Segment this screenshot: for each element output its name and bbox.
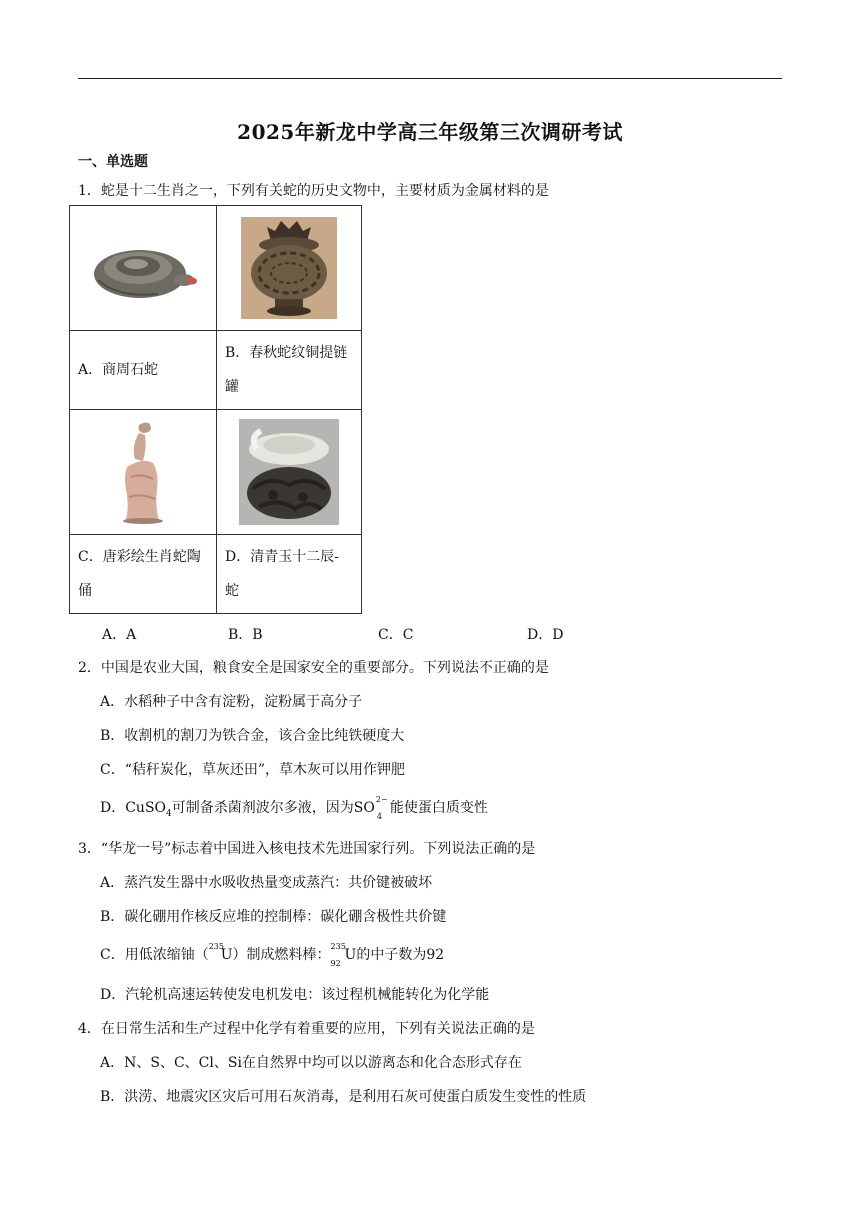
- option-c-middle: ）制成燃料棒：: [232, 947, 331, 963]
- choice-b[interactable]: B．B: [228, 627, 263, 643]
- image-cell-b: [217, 206, 362, 331]
- choice-c[interactable]: C．C: [378, 627, 414, 643]
- bronze-jar-image: [241, 217, 337, 319]
- uranium-symbol-2: U: [344, 947, 357, 963]
- caption-b-line2: 罐: [225, 379, 239, 395]
- option-d-prefix: D．CuSO: [100, 800, 167, 816]
- option-d-middle: 可制备杀菌剂波尔多液，因为SO: [171, 800, 375, 816]
- caption-b-line1: B．春秋蛇纹铜提链: [225, 345, 348, 361]
- sulfate-oxygen-count: 4: [376, 812, 382, 821]
- question-1-image-table: [69, 205, 362, 614]
- caption-c-line2: 俑: [78, 583, 92, 599]
- uranium-isotope-2: [330, 942, 346, 968]
- question-3-stem: 3．“华龙一号”标志着中国进入核电技术先进国家行列。下列说法正确的是: [78, 841, 536, 857]
- caption-cell-d: [217, 535, 362, 614]
- caption-cell-b: [217, 331, 362, 410]
- sulfate-ion-notation: [375, 795, 390, 821]
- cuso4-subscript: 4: [166, 808, 172, 819]
- question-2-stem: 2．中国是农业大国，粮食安全是国家安全的重要部分。下列说法不正确的是: [78, 660, 549, 676]
- mass-number-1: 235: [208, 942, 224, 951]
- header-rule: [78, 78, 782, 79]
- question-2-option-a[interactable]: A．水稻种子中含有淀粉，淀粉属于高分子: [100, 694, 363, 710]
- question-4-option-a[interactable]: A．N、S、C、Cl、Si在自然界中均可以以游离态和化合态形式存在: [100, 1055, 522, 1071]
- mass-number-2: 235: [330, 942, 346, 951]
- image-cell-d: [217, 410, 362, 535]
- question-3-option-d[interactable]: D．汽轮机高速运转使发电机发电：该过程机械能转化为化学能: [100, 987, 490, 1003]
- section-heading: 一、单选题: [78, 154, 148, 170]
- question-2-option-d[interactable]: [100, 797, 488, 819]
- choice-d[interactable]: D．D: [527, 627, 564, 643]
- page-title: 2025年新龙中学高三年级第三次调研考试: [237, 120, 623, 144]
- caption-cell-a: [70, 331, 217, 410]
- jade-snake-image: [239, 419, 339, 525]
- atomic-number: 92: [330, 959, 341, 968]
- image-cell-c: [70, 410, 217, 535]
- image-cell-a: [70, 206, 217, 331]
- caption-d-line2: 蛇: [225, 583, 239, 599]
- uranium-symbol-1: U: [220, 947, 233, 963]
- question-3-option-c[interactable]: [100, 942, 445, 968]
- question-2-option-b[interactable]: B．收割机的割刀为铁合金，该合金比纯铁硬度大: [100, 728, 405, 744]
- uranium-isotope-1: [208, 942, 224, 964]
- sulfate-charge: 2−: [375, 795, 388, 804]
- option-d-suffix: 能使蛋白质变性: [389, 800, 488, 816]
- caption-d-line1: D．清青玉十二辰-: [225, 549, 339, 565]
- question-4-option-b[interactable]: B．洪涝、地震灾区灾后可用石灰消毒，是利用石灰可使蛋白质发生变性的性质: [100, 1089, 587, 1105]
- stone-snake-image: [88, 228, 198, 308]
- pottery-figurine-image: [113, 417, 173, 527]
- question-4-stem: 4．在日常生活和生产过程中化学有着重要的应用，下列有关说法正确的是: [78, 1021, 535, 1037]
- caption-a: A．商周石蛇: [78, 362, 159, 378]
- question-3-option-a[interactable]: A．蒸汽发生器中水吸收热量变成蒸汽：共价键被破坏: [100, 875, 433, 891]
- caption-cell-c: [70, 535, 217, 614]
- question-1-stem: 1．蛇是十二生肖之一，下列有关蛇的历史文物中，主要材质为金属材料的是: [78, 183, 549, 199]
- option-c-prefix: C．用低浓缩铀（: [100, 947, 209, 963]
- choice-a[interactable]: A．A: [102, 627, 137, 643]
- caption-c-line1: C．唐彩绘生肖蛇陶: [78, 549, 201, 565]
- question-3-option-b[interactable]: B．碳化硼用作核反应堆的控制棒：碳化硼含极性共价键: [100, 909, 447, 925]
- question-2-option-c[interactable]: C．“秸秆炭化，草灰还田”，草木灰可以用作钾肥: [100, 762, 406, 778]
- option-c-suffix: 的中子数为92: [356, 947, 445, 963]
